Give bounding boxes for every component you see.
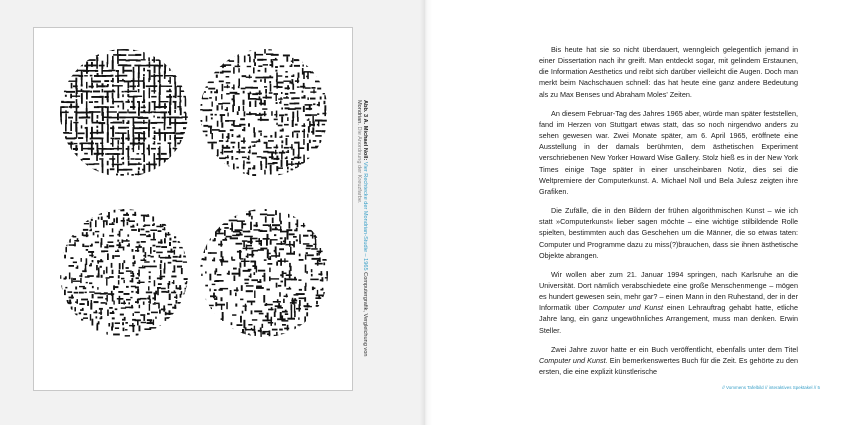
body-text <box>539 44 798 385</box>
figure-frame <box>33 27 353 391</box>
text-run: Die Zufälle, die in den Bildern der frühen algorithmischen Kunst – wie ich statt »Computerkunst« lieber sagen möchte – eine wichtige stilbildende Rolle spielten, bestimmten auch das Geschehen um die Männer, die so etwas taten: Computer und Programme dazu zu miss(?)brauchen, dass sie ihnen ästhetische Objekte abrangen. <box>539 206 798 260</box>
caption-label: Abb. 3 <box>362 100 368 118</box>
text-run: Ein bemerkenswertes Buch für die Zeit. Es gehörte zu den ersten, die eine explizit künstlerische <box>539 355 799 377</box>
book-gutter <box>420 0 432 425</box>
text-run: An diesem Februar-Tag des Jahres 1965 aber, würde man später feststellen, fand im Herzen von Stuttgart etwas statt, das so noch nirgendwo anders zu sehen gewesen war. Zwei Monate später, am 6. April 1965, eröffnete eine Ausstellung in der damals berühmten, dem ästhetischen Experiment verschriebenen New Yorker Howard Wise Gallery. Stolz hieß es in der New York Times einige Tage später in einer unscheinbaren Notiz, dies sei die Weltpremiere der Computerkunst. A. Michael Noll und Bela Julesz zeigten ihre Grafiken. <box>539 108 798 196</box>
caption-author: A. Michael Noll: <box>362 118 368 161</box>
paragraph <box>539 44 798 100</box>
paragraph <box>539 269 798 336</box>
page-number: 5 <box>817 385 820 390</box>
text-run: Zwei Jahre zuvor hatte er ein Buch veröffentlicht, ebenfalls unter dem Titel <box>551 344 798 354</box>
text-run: Bis heute hat sie so nicht überdauert, wenngleich gelegentlich jemand in einer Dissertation nach ihr greift. Man entdeckt sogar, mit gelindem Erstaunen, die Information Aesthetics und reibt sich darüber vielleicht die Augen. Doch man merkt beim Nachschauen schnell: das hat heute eine ganz andere Bedeutung als zu Max Benses und Abraham Moles' Zeiten. <box>539 45 798 99</box>
paragraph <box>539 108 798 197</box>
pattern-circle-bottom-right <box>196 203 330 338</box>
caption-note: Die Anordnung der Kreuzfarbe. <box>355 126 362 204</box>
text-run: einen Lehrauftrag gehabt hatte, etliche Jahre lang, ein ganz ungewöhnliches Arrangement, muss man denken. Erwin Steller. <box>539 303 798 335</box>
paragraph <box>539 344 798 377</box>
running-head: // Vommens Tafelbild // interaktives Spektakel // <box>722 385 817 390</box>
text-run: Wir wollen aber zum 21. Januar 1994 springen, nach Karlsruhe an die Universität. Dort nämlich verabschiedete eine große Menschenmenge – mögen es hundert gewesen sein, mehr gar? – einen Mann in den Ruhestand, der in der Informatik über <box>539 269 798 313</box>
pattern-circle-top-left <box>55 43 189 179</box>
caption-description: Computergrafik, Vergleichung von Mondrian. <box>355 100 368 357</box>
figure-caption <box>356 100 368 370</box>
pattern-figure <box>34 28 352 390</box>
caption-title: Vier Rechtecke der Mondrian-Studie – 1965 <box>362 161 368 271</box>
italic-text: Computer und Kunst <box>592 303 663 313</box>
pattern-circle-top-right <box>195 45 328 176</box>
pattern-circle-bottom-left <box>57 205 190 338</box>
page-footer <box>620 385 820 390</box>
italic-text: Computer und Kunst. <box>539 355 608 365</box>
paragraph <box>539 205 798 261</box>
